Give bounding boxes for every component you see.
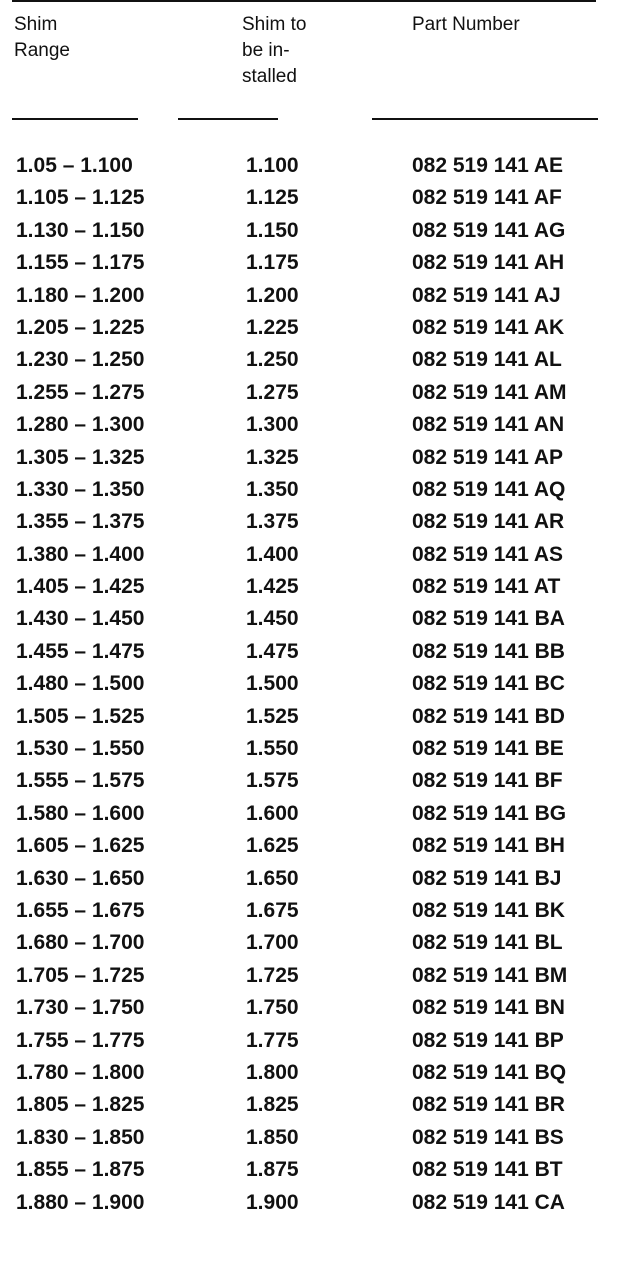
part-number-cell: 082 519 141 BS [412,1125,564,1149]
shim-range-cell: 1.205 – 1.225 [16,315,145,339]
part-number-cell: 082 519 141 BC [412,672,565,696]
table-row [0,539,640,571]
shim-range-cell: 1.330 – 1.350 [16,477,145,501]
shim-installed-cell: 1.200 [246,283,299,307]
table-row [0,344,640,376]
shim-installed-cell: 1.300 [246,413,299,437]
shim-range-cell: 1.130 – 1.150 [16,218,145,242]
table-row [0,442,640,474]
shim-installed-cell: 1.850 [246,1125,299,1149]
part-number-cell: 082 519 141 AG [412,218,566,242]
part-number-cell: 082 519 141 BH [412,834,565,858]
table-row [0,280,640,312]
shim-installed-cell: 1.825 [246,1093,299,1117]
table-row [0,377,640,409]
shim-range-cell: 1.555 – 1.575 [16,769,145,793]
part-number-cell: 082 519 141 AL [412,348,562,372]
shim-range-cell: 1.280 – 1.300 [16,413,145,437]
shim-installed-cell: 1.575 [246,769,299,793]
shim-installed-cell: 1.500 [246,672,299,696]
table-row [0,506,640,538]
shim-installed-cell: 1.550 [246,737,299,761]
table-row [0,247,640,279]
shim-installed-cell: 1.150 [246,218,299,242]
shim-installed-cell: 1.425 [246,575,299,599]
shim-installed-cell: 1.475 [246,639,299,663]
shim-range-cell: 1.880 – 1.900 [16,1190,145,1214]
part-number-cell: 082 519 141 BT [412,1158,563,1182]
shim-installed-cell: 1.800 [246,1060,299,1084]
header-underline-part [372,118,598,120]
part-number-cell: 082 519 141 BE [412,737,564,761]
part-number-cell: 082 519 141 CA [412,1190,565,1214]
shim-installed-cell: 1.225 [246,315,299,339]
shim-installed-cell: 1.100 [246,154,299,177]
shim-range-cell: 1.630 – 1.650 [16,866,145,890]
shim-range-cell: 1.730 – 1.750 [16,996,145,1020]
shim-range-cell: 1.230 – 1.250 [16,348,145,372]
shim-installed-cell: 1.625 [246,834,299,858]
shim-installed-cell: 1.700 [246,931,299,955]
table-row [0,182,640,214]
shim-installed-cell: 1.775 [246,1028,299,1052]
shim-installed-cell: 1.675 [246,898,299,922]
part-number-cell: 082 519 141 BJ [412,866,562,890]
part-number-cell: 082 519 141 BM [412,963,568,987]
table-row [0,1154,640,1186]
table-row [0,1057,640,1089]
table-row [0,150,640,182]
shim-installed-cell: 1.650 [246,866,299,890]
shim-installed-cell: 1.275 [246,380,299,404]
part-number-cell: 082 519 141 AN [412,413,565,437]
shim-installed-cell: 1.325 [246,445,299,469]
table-row [0,733,640,765]
shim-installed-cell: 1.525 [246,704,299,728]
shim-installed-cell: 1.375 [246,510,299,534]
shim-range-cell: 1.855 – 1.875 [16,1158,145,1182]
part-number-cell: 082 519 141 AR [412,510,565,534]
table-row [0,960,640,992]
header-underline-shim [178,118,278,120]
table-row [0,863,640,895]
shim-range-cell: 1.755 – 1.775 [16,1028,145,1052]
shim-installed-cell: 1.725 [246,963,299,987]
part-number-cell: 082 519 141 BL [412,931,563,955]
table-row [0,312,640,344]
shim-installed-cell: 1.750 [246,996,299,1020]
part-number-cell: 082 519 141 AM [412,380,567,404]
part-number-cell: 082 519 141 AS [412,542,564,566]
table-row [0,668,640,700]
shim-range-cell: 1.355 – 1.375 [16,510,145,534]
shim-range-cell: 1.480 – 1.500 [16,672,145,696]
table-row [0,701,640,733]
shim-range-cell: 1.580 – 1.600 [16,801,145,825]
table-row [0,215,640,247]
shim-range-cell: 1.680 – 1.700 [16,931,145,955]
part-number-cell: 082 519 141 AH [412,251,565,275]
table-row [0,927,640,959]
shim-range-cell: 1.255 – 1.275 [16,380,145,404]
shim-range-cell: 1.05 – 1.100 [16,154,133,177]
shim-installed-cell: 1.900 [246,1190,299,1214]
table-row [0,830,640,862]
part-number-cell: 082 519 141 BD [412,704,565,728]
shim-range-cell: 1.180 – 1.200 [16,283,145,307]
top-rule [12,0,596,2]
shim-installed-cell: 1.875 [246,1158,299,1182]
shim-range-cell: 1.380 – 1.400 [16,542,145,566]
part-number-cell: 082 519 141 AK [412,315,565,339]
shim-range-cell: 1.155 – 1.175 [16,251,145,275]
header-shim-to-be-installed: Shim to be in- stalled [242,14,307,87]
shim-range-cell: 1.505 – 1.525 [16,704,145,728]
shim-installed-cell: 1.400 [246,542,299,566]
shim-installed-cell: 1.125 [246,186,299,210]
part-number-cell: 082 519 141 BK [412,898,565,922]
table-row [0,474,640,506]
shim-range-cell: 1.830 – 1.850 [16,1125,145,1149]
part-number-cell: 082 519 141 BQ [412,1060,567,1084]
shim-installed-cell: 1.600 [246,801,299,825]
table-row [0,895,640,927]
shim-installed-cell: 1.250 [246,348,299,372]
shim-installed-cell: 1.350 [246,477,299,501]
shim-range-cell: 1.605 – 1.625 [16,834,145,858]
part-number-cell: 082 519 141 BP [412,1028,564,1052]
shim-installed-cell: 1.175 [246,251,299,275]
part-number-cell: 082 519 141 AJ [412,283,561,307]
shim-range-cell: 1.305 – 1.325 [16,445,145,469]
table-row [0,636,640,668]
table-row [0,571,640,603]
header-shim-range: Shim Range [14,14,70,61]
part-number-cell: 082 519 141 BA [412,607,565,631]
header-part-number: Part Number [412,14,520,35]
shim-range-cell: 1.455 – 1.475 [16,639,145,663]
table-row [0,798,640,830]
table-row [0,1089,640,1121]
shim-range-cell: 1.805 – 1.825 [16,1093,145,1117]
shim-range-cell: 1.530 – 1.550 [16,737,145,761]
table-row [0,765,640,797]
table-row [0,1122,640,1154]
part-number-cell: 082 519 141 BR [412,1093,565,1117]
header-underline-range [12,118,138,120]
shim-range-cell: 1.105 – 1.125 [16,186,145,210]
table-row [0,603,640,635]
table-row [0,1025,640,1057]
part-number-cell: 082 519 141 AF [412,186,562,210]
table-row [0,992,640,1024]
part-number-cell: 082 519 141 AE [412,154,564,177]
shim-range-cell: 1.430 – 1.450 [16,607,145,631]
part-number-cell: 082 519 141 AP [412,445,564,469]
part-number-cell: 082 519 141 BG [412,801,567,825]
part-number-cell: 082 519 141 BN [412,996,565,1020]
shim-range-cell: 1.780 – 1.800 [16,1060,145,1084]
part-number-cell: 082 519 141 BB [412,639,565,663]
part-number-cell: 082 519 141 BF [412,769,563,793]
part-number-cell: 082 519 141 AQ [412,477,566,501]
shim-range-cell: 1.705 – 1.725 [16,963,145,987]
table-body [0,150,640,1219]
shim-installed-cell: 1.450 [246,607,299,631]
table-row [0,1187,640,1219]
table-row [0,409,640,441]
shim-range-cell: 1.405 – 1.425 [16,575,145,599]
shim-range-cell: 1.655 – 1.675 [16,898,145,922]
part-number-cell: 082 519 141 AT [412,575,561,599]
